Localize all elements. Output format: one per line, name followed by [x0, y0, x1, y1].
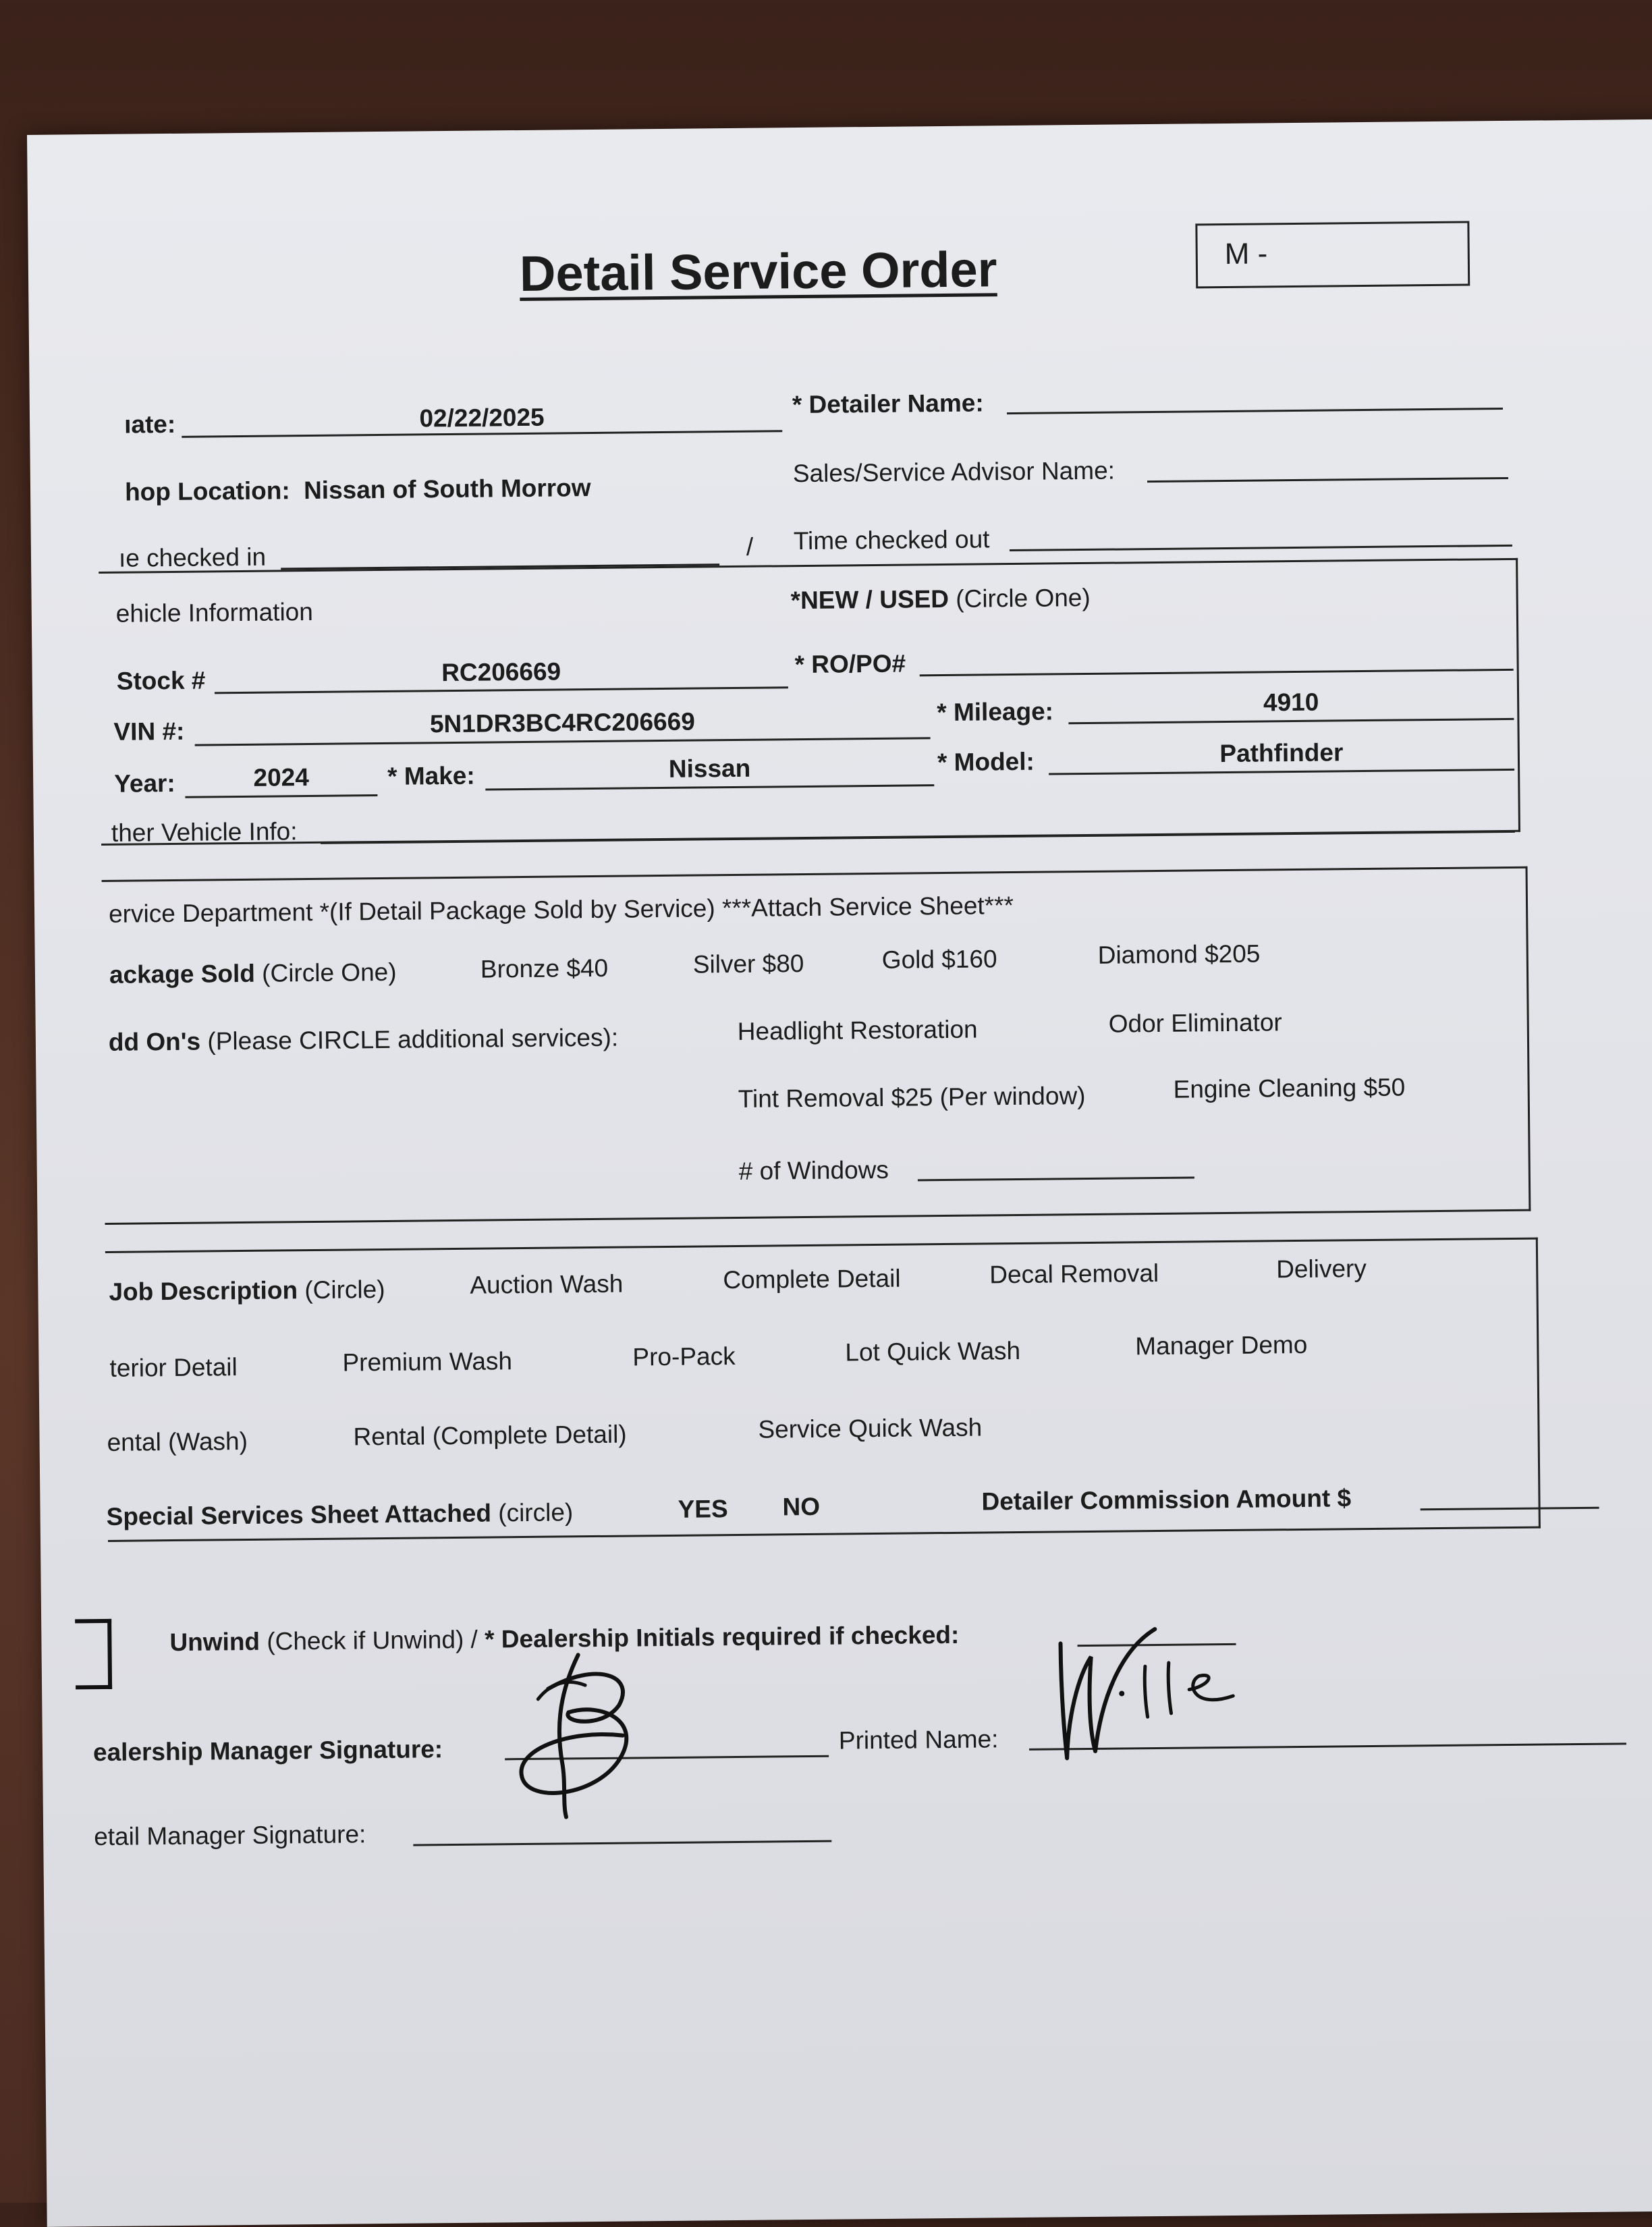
new-used-options: *NEW / USED	[790, 584, 949, 615]
unwind-checkbox[interactable]	[75, 1619, 112, 1690]
job-rental-wash[interactable]: ental (Wash)	[107, 1427, 248, 1456]
job-auction-wash[interactable]: Auction Wash	[470, 1269, 624, 1299]
printed-name-handwriting	[1047, 1615, 1250, 1772]
job-rental-complete-detail[interactable]: Rental (Complete Detail)	[353, 1420, 627, 1451]
year-value: 2024	[253, 763, 310, 792]
package-gold[interactable]: Gold $160	[881, 945, 997, 974]
time-checked-out-label: Time checked out	[793, 525, 990, 555]
job-description-label	[109, 1275, 385, 1307]
special-services-label	[106, 1498, 573, 1531]
addon-odor-eliminator[interactable]: Odor Eliminator	[1108, 1008, 1282, 1038]
time-checked-out-line	[1010, 545, 1512, 551]
model-value: Pathfinder	[1219, 738, 1344, 768]
mileage-value: 4910	[1263, 688, 1319, 717]
vin-value: 5N1DR3BC4RC206669	[429, 707, 695, 738]
special-services-hint: (circle)	[498, 1498, 574, 1527]
package-silver[interactable]: Silver $80	[692, 950, 804, 979]
date-value: 02/22/2025	[419, 403, 545, 433]
job-pro-pack[interactable]: Pro-Pack	[632, 1342, 736, 1371]
advisor-name-label: Sales/Service Advisor Name:	[792, 456, 1116, 488]
make-value: Nissan	[668, 754, 751, 783]
ro-po-label: * RO/PO#	[794, 649, 906, 679]
special-services-bold: Special Services Sheet Attached	[106, 1499, 492, 1531]
detailer-name-label: * Detailer Name:	[792, 389, 984, 419]
job-manager-demo[interactable]: Manager Demo	[1135, 1330, 1308, 1360]
commission-label: Detailer Commission Amount $	[981, 1484, 1352, 1516]
addon-engine-cleaning[interactable]: Engine Cleaning $50	[1173, 1073, 1406, 1103]
job-delivery[interactable]: Delivery	[1276, 1255, 1367, 1284]
time-slash: /	[746, 532, 754, 561]
job-description-hint: (Circle)	[304, 1275, 385, 1304]
unwind-initials-label: * Dealership Initials required if checked:	[484, 1620, 960, 1653]
model-label: * Model:	[937, 747, 1035, 777]
package-bronze[interactable]: Bronze $40	[480, 954, 609, 983]
addon-tint-removal[interactable]: Tint Removal $25 (Per window)	[738, 1082, 1086, 1113]
unwind-bold: Unwind	[169, 1627, 260, 1657]
date-label: ıate:	[123, 410, 176, 439]
shop-location-value: Nissan of South Morrow	[303, 474, 591, 505]
make-label: * Make:	[387, 761, 475, 790]
other-vehicle-info-label: ther Vehicle Info:	[111, 817, 298, 847]
job-lot-quick-wash[interactable]: Lot Quick Wash	[845, 1336, 1021, 1367]
service-order-paper	[27, 119, 1652, 2227]
year-label: Year:	[114, 769, 175, 798]
detail-manager-signature-label: etail Manager Signature:	[94, 1820, 366, 1851]
unwind-hint: (Check if Unwind) /	[267, 1625, 478, 1655]
shop-location-label: hop Location:	[124, 476, 290, 506]
add-ons-label	[109, 1024, 619, 1057]
new-used-hint: (Circle One)	[956, 583, 1091, 613]
m-number-label: M -	[1224, 237, 1268, 271]
package-sold-bold: ackage Sold	[109, 959, 256, 989]
time-checked-in-label: ıe checked in	[118, 543, 267, 572]
windows-count-label: # of Windows	[738, 1155, 889, 1185]
printed-name-label: Printed Name:	[838, 1725, 999, 1755]
special-services-no[interactable]: NO	[782, 1492, 821, 1521]
m-number-box	[1195, 221, 1470, 288]
stock-label: Stock #	[116, 666, 206, 695]
service-department-label: ervice Department *(If Detail Package Sold by Service) ***Attach Service Sheet***	[108, 891, 1014, 928]
detail-manager-signature-line	[413, 1840, 831, 1846]
package-diamond[interactable]: Diamond $205	[1097, 939, 1261, 969]
add-ons-bold: dd On's	[108, 1027, 201, 1056]
package-sold-hint: (Circle One)	[261, 958, 397, 987]
special-services-yes[interactable]: YES	[678, 1495, 728, 1523]
job-description-bold: Job Description	[109, 1276, 298, 1306]
detailer-name-line	[1007, 408, 1503, 414]
job-complete-detail[interactable]: Complete Detail	[723, 1264, 901, 1294]
job-service-quick-wash[interactable]: Service Quick Wash	[758, 1413, 983, 1444]
vin-label: VIN #:	[113, 717, 185, 746]
advisor-name-line	[1147, 477, 1508, 483]
add-ons-hint: (Please CIRCLE additional services):	[207, 1023, 619, 1055]
job-premium-wash[interactable]: Premium Wash	[342, 1347, 513, 1377]
dealership-manager-signature-label: ealership Manager Signature:	[92, 1735, 443, 1767]
new-used-selector[interactable]	[790, 584, 1090, 615]
page-title: Detail Service Order	[519, 241, 997, 302]
stock-value: RC206669	[441, 657, 561, 687]
vehicle-info-label: ehicle Information	[115, 597, 314, 628]
package-sold-label	[109, 958, 397, 989]
addon-headlight-restoration[interactable]: Headlight Restoration	[737, 1015, 978, 1045]
mileage-label: * Mileage:	[937, 697, 1054, 727]
job-interior-detail[interactable]: terior Detail	[109, 1353, 238, 1382]
manager-signature-scribble	[501, 1647, 678, 1824]
job-decal-removal[interactable]: Decal Removal	[989, 1259, 1159, 1289]
